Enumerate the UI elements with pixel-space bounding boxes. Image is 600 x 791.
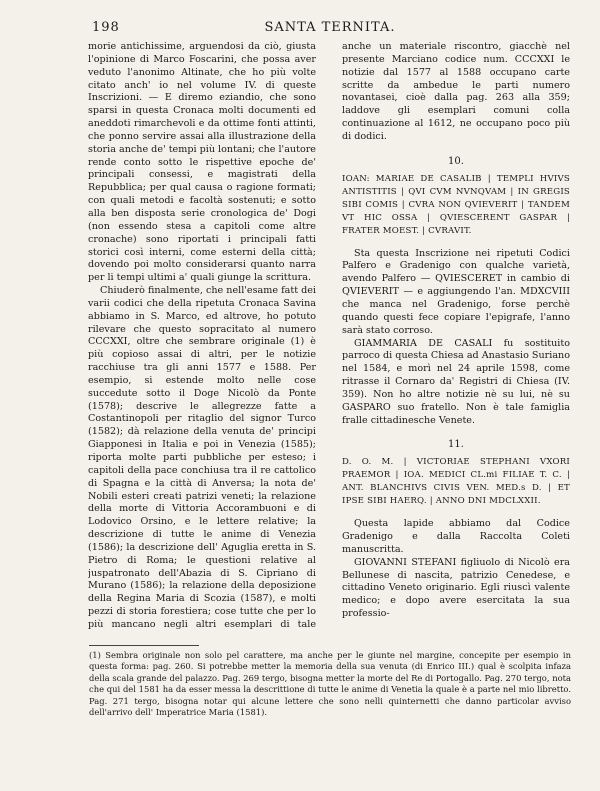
right-paragraph-1: anche un materiale riscontro, giacchè nel presente Marciano codice num. CCCXXI le notizie dal 1577 al 1588 occupano carte scritte da ambedue le parti numero novantasei, cioè dalla pag. 263 alla 359; laddove gli esemplari comuni colla continuazione al 1612, ne occupano poco più di dodici. — [342, 41, 570, 142]
right-column — [342, 41, 570, 633]
page-number: 198 — [92, 20, 120, 35]
section-number-11: 11. — [448, 439, 464, 451]
left-paragraph-1: morie antichissime, arguendosi da ciò, giusta l'opinione di Marco Foscarini, che possa aver veduto l'anonimo Altinate, che ho più volte citato anch' io nel volume IV. di queste Inscrizioni. — E diremo eziandio, che sono sparsi in questa Cronaca molti documenti ed aneddoti rimarchevoli e da ottime fonti attinti, che ponno servire assai alla illustrazione della storia anche de' tempi più lontani; che l'autore rende conto sotto le rispettive epoche de' principali consessi, e magistrati della Repubblica; per qual causa o ragione formati; con quali metodi e facoltà sostenuti; e sotto alla ben disposta serie cronologica de' Dogi (non essendo stesa a capitoli come altre cronache) sono riportati i principali fatti storici così interni, come esterni della città; dovendo poi molto considerarsi quanto narra per li tempi ultimi a' quali giunge la scrittura. — [88, 41, 316, 284]
right-paragraph-2: Sta questa Inscrizione nei ripetuti Codici Palfero e Gradenigo con qualche varietà, avendo Palfero — QVIESCERET in cambio di QVIEVERIT — e aggiungendo l'an. MDXCVIII che manca nel Gradenigo, forse perchè quando questi fece copiare l'epigrafe, l'anno sarà stato corroso. — [342, 247, 570, 336]
section-number-10: 10. — [448, 155, 464, 167]
footnote-rule — [89, 645, 199, 646]
footnote — [89, 650, 571, 718]
running-title: SANTA TERNITA. — [264, 20, 396, 35]
left-paragraph-2: Chiuderò finalmente, che nell'esame fatt dei varii codici che della ripetuta Cronaca Savina abbiamo in S. Marco, ed altrove, ho potuto rilevare che questo sopracitato al numero CCCXXI, oltre che sembrare originale (1) è più copioso assai di altri, per le notizie racchiuse tra gli anni 1577 e 1588. Per esempio, si estende molto nelle cose succedute sotto il Doge Nicolò da Ponte (1578); descrive le allegrezze fatte a Costantinopoli per ritaglio del signor Turco (1582); dà relazione della venuta de' principi Giapponesi in Italia e poi in Venezia (1585); riporta molte parti pubbliche per esteso; i capitoli della pace conchiusa tra il re cattolico di Spagna e la città di Anversa; la nota de' Nobili esteri creati patrizi veneti; la relazione della morte di Vittoria Accorambuoni e di Lodovico Orsino, e le lettere relative; la descrizione di tutte le anime di Venezia (1586); la descrizione dell' Aguglia eretta in S. Pietro di Roma; le questioni relative al juspatronato dell'Abazia di S. Cipriano di Murano (1586); la relazione della deposizione della Regina Maria di Scozia (1587), e molti pezzi di storia forestiera; cose tutte che per lo più mancano negli altri esemplari di tale — [88, 285, 316, 630]
footnote-text: (1) Sembra originale non solo pel carattere, ma anche per le giunte nel margine, concepite per esempio in questa forma: pag. 260. Si potrebbe metter la memoria della sua venuta (di Enrico III.) qual è scolpita infaza della scala grande del palazzo. Pag. 269 tergo, bisogna metter la morte del Re di Portogallo. Pag. 270 tergo, nota che qui del 1581 ha da esser messa la descrittione di tutte le anime di Venetia la quale è a parte nel mio libretto. Pag. 271 tergo, bisogna notar qui alcune lettere che sono nelli quinternetti che danno particolar avviso dell'arrivo dell' Imperatrice Maria (1581). — [89, 650, 571, 718]
right-paragraph-5: GIOVANNI STEFANI figliuolo di Nicolò era Bellunese di nascita, patrizio Cenedese, e cittadino Veneto originario. Egli riuscì valente medico; e dopo avere esercitata la sua professio- — [342, 556, 570, 620]
right-paragraph-4: Questa lapide abbiamo dal Codice Gradenigo e dalla Raccolta Coleti manuscritta. — [342, 518, 570, 555]
left-column — [88, 41, 316, 633]
right-paragraph-3: GIAMMARIA DE CASALI fu sostituito parroco di questa Chiesa ad Anastasio Suriano nel 1584, e morì nel 24 aprile 1598, come ritrasse il Cornaro da' Registri di Chiesa (IV. 359). Non ho altre notizie nè su lui, nè su GASPARO suo fratello. Non è tale famiglia fralle cittadinesche Venete. — [342, 337, 570, 426]
inscription-11: D. O. M. | VICTORIAE STEPHANI VXORI PRAEMOR | IOA. MEDICI CL.mi FILIAE T. C. | ANT. BLANCHIVS CIVIS VEN. MED.s D. | ET IPSE SIBI HAERQ. | ANNO DNI MDCLXXII. — [342, 457, 570, 507]
inscription-10: IOAN: MARIAE DE CASALIB | TEMPLI HVIVS ANTISTITIS | QVI CVM NVNQVAM | IN GREGIS SIBI COMIS | CVRA NON QVIEVERIT | TANDEM VT HIC OSSA | QVIESCERENT GASPAR | FRATER MOEST. | CVRAVIT. — [342, 173, 570, 236]
page-header — [92, 20, 568, 38]
